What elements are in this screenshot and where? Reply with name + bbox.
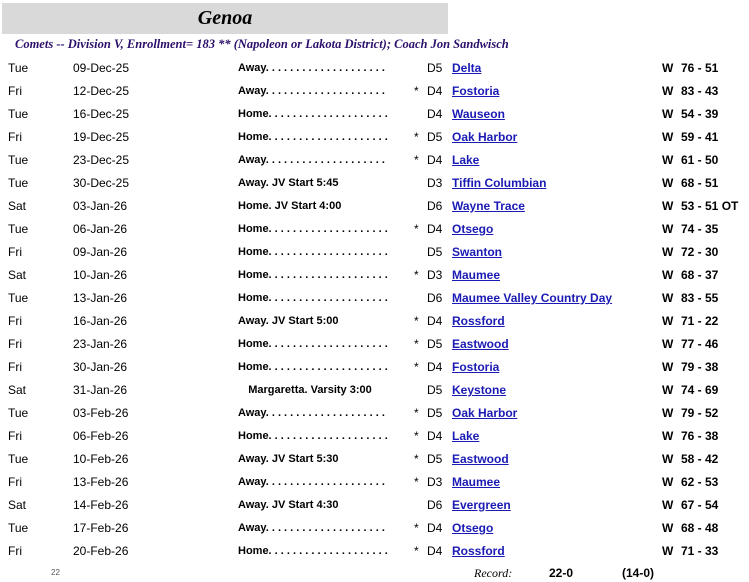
opponent-link[interactable]: Fostoria bbox=[452, 360, 500, 374]
game-location: Away. . . . . . . . . . . . . . . . . . . . bbox=[238, 476, 385, 488]
game-date: 03-Feb-26 bbox=[73, 406, 129, 420]
game-location: Away. . . . . . . . . . . . . . . . . . . . bbox=[238, 407, 385, 419]
opponent-division: D6 bbox=[427, 498, 443, 512]
game-row bbox=[0, 172, 749, 195]
game-result: W bbox=[662, 498, 674, 512]
game-date: 30-Jan-26 bbox=[73, 360, 128, 374]
opponent-link[interactable]: Otsego bbox=[452, 521, 494, 535]
game-result: W bbox=[662, 107, 674, 121]
opponent-link[interactable]: Maumee Valley Country Day bbox=[452, 291, 613, 305]
opponent-link[interactable]: Evergreen bbox=[452, 498, 511, 512]
game-result: W bbox=[662, 268, 674, 282]
game-day: Fri bbox=[8, 429, 22, 443]
opponent-division: D4 bbox=[427, 544, 443, 558]
opponent-division: D4 bbox=[427, 521, 443, 535]
opponent-link[interactable]: Wayne Trace bbox=[452, 199, 525, 213]
game-row bbox=[0, 517, 749, 540]
conference-record: (14-0) bbox=[622, 566, 655, 580]
game-date: 06-Feb-26 bbox=[73, 429, 129, 443]
game-score: 58 - 42 bbox=[681, 452, 719, 466]
opponent-division: D5 bbox=[427, 130, 443, 144]
game-row bbox=[0, 126, 749, 149]
game-score: 54 - 39 bbox=[681, 107, 719, 121]
game-row bbox=[0, 540, 749, 563]
game-day: Tue bbox=[8, 452, 29, 466]
game-score: 61 - 50 bbox=[681, 153, 719, 167]
game-day: Tue bbox=[8, 153, 29, 167]
opponent-division: D4 bbox=[427, 222, 443, 236]
game-location: Margaretta. Varsity 3:00 bbox=[248, 384, 372, 396]
league-game-marker: * bbox=[414, 406, 419, 420]
game-day: Sat bbox=[8, 268, 27, 282]
game-day: Fri bbox=[8, 84, 22, 98]
game-location: Away. JV Start 4:30 bbox=[238, 499, 339, 511]
game-day: Sat bbox=[8, 383, 27, 397]
game-date: 09-Jan-26 bbox=[73, 245, 128, 259]
game-location: Away. . . . . . . . . . . . . . . . . . . . bbox=[238, 522, 385, 534]
game-row bbox=[0, 425, 749, 448]
opponent-link[interactable]: Lake bbox=[452, 429, 480, 443]
game-date: 17-Feb-26 bbox=[73, 521, 129, 535]
game-date: 23-Dec-25 bbox=[73, 153, 130, 167]
game-row bbox=[0, 57, 749, 80]
game-result: W bbox=[662, 544, 674, 558]
league-game-marker: * bbox=[414, 429, 419, 443]
opponent-division: D5 bbox=[427, 61, 443, 75]
opponent-division: D3 bbox=[427, 268, 443, 282]
game-date: 23-Jan-26 bbox=[73, 337, 128, 351]
game-date: 16-Jan-26 bbox=[73, 314, 128, 328]
opponent-link[interactable]: Delta bbox=[452, 61, 482, 75]
team-info: Comets -- Division V, Enrollment= 183 ** (Napoleon or Lakota District); Coach Jon Sandwisch bbox=[15, 37, 509, 51]
game-location: Home. JV Start 4:00 bbox=[238, 200, 342, 212]
opponent-link[interactable]: Rossford bbox=[452, 314, 505, 328]
game-location: Home. . . . . . . . . . . . . . . . . . . . bbox=[238, 292, 388, 304]
game-day: Fri bbox=[8, 475, 22, 489]
game-location: Home. . . . . . . . . . . . . . . . . . . . bbox=[238, 361, 388, 373]
game-score: 68 - 48 bbox=[681, 521, 719, 535]
league-game-marker: * bbox=[414, 222, 419, 236]
game-date: 31-Jan-26 bbox=[73, 383, 128, 397]
record-footer bbox=[0, 565, 749, 582]
opponent-division: D5 bbox=[427, 452, 443, 466]
game-date: 10-Feb-26 bbox=[73, 452, 129, 466]
league-game-marker: * bbox=[414, 268, 419, 282]
opponent-division: D4 bbox=[427, 107, 443, 121]
league-game-marker: * bbox=[414, 337, 419, 351]
game-row bbox=[0, 264, 749, 287]
opponent-link[interactable]: Tiffin Columbian bbox=[452, 176, 547, 190]
game-location: Home. . . . . . . . . . . . . . . . . . . . bbox=[238, 430, 388, 442]
opponent-link[interactable]: Keystone bbox=[452, 383, 507, 397]
opponent-link[interactable]: Oak Harbor bbox=[452, 130, 518, 144]
game-date: 10-Jan-26 bbox=[73, 268, 128, 282]
game-result: W bbox=[662, 176, 674, 190]
opponent-link[interactable]: Eastwood bbox=[452, 337, 509, 351]
game-row bbox=[0, 149, 749, 172]
opponent-division: D4 bbox=[427, 429, 443, 443]
game-score: 62 - 53 bbox=[681, 475, 719, 489]
game-score: 71 - 33 bbox=[681, 544, 719, 558]
game-score: 74 - 69 bbox=[681, 383, 719, 397]
game-date: 19-Dec-25 bbox=[73, 130, 130, 144]
game-result: W bbox=[662, 475, 674, 489]
game-location: Home. . . . . . . . . . . . . . . . . . . . bbox=[238, 545, 388, 557]
game-date: 13-Jan-26 bbox=[73, 291, 128, 305]
game-result: W bbox=[662, 452, 674, 466]
game-result: W bbox=[662, 130, 674, 144]
game-row bbox=[0, 287, 749, 310]
game-date: 03-Jan-26 bbox=[73, 199, 128, 213]
opponent-division: D5 bbox=[427, 383, 443, 397]
opponent-link[interactable]: Rossford bbox=[452, 544, 505, 558]
game-date: 09-Dec-25 bbox=[73, 61, 130, 75]
game-row bbox=[0, 195, 749, 218]
league-game-marker: * bbox=[414, 153, 419, 167]
game-result: W bbox=[662, 360, 674, 374]
game-result: W bbox=[662, 84, 674, 98]
opponent-link[interactable]: Swanton bbox=[452, 245, 502, 259]
game-score: 77 - 46 bbox=[681, 337, 719, 351]
game-score: 79 - 52 bbox=[681, 406, 719, 420]
opponent-link[interactable]: Lake bbox=[452, 153, 480, 167]
game-result: W bbox=[662, 406, 674, 420]
game-location: Home. . . . . . . . . . . . . . . . . . . . bbox=[238, 131, 388, 143]
game-day: Fri bbox=[8, 544, 22, 558]
game-row bbox=[0, 402, 749, 425]
opponent-link[interactable]: Otsego bbox=[452, 222, 494, 236]
game-location: Home. . . . . . . . . . . . . . . . . . . . bbox=[238, 338, 388, 350]
opponent-division: D5 bbox=[427, 337, 443, 351]
game-row bbox=[0, 241, 749, 264]
title-banner bbox=[2, 3, 448, 34]
game-result: W bbox=[662, 222, 674, 236]
page-title: Genoa bbox=[197, 7, 253, 29]
game-row bbox=[0, 218, 749, 241]
league-game-marker: * bbox=[414, 452, 419, 466]
league-game-marker: * bbox=[414, 360, 419, 374]
game-location: Away. . . . . . . . . . . . . . . . . . . . bbox=[238, 62, 385, 74]
opponent-division: D3 bbox=[427, 475, 443, 489]
overall-record: 22-0 bbox=[549, 566, 574, 580]
game-result: W bbox=[662, 337, 674, 351]
game-row bbox=[0, 103, 749, 126]
game-result: W bbox=[662, 61, 674, 75]
game-location: Home. . . . . . . . . . . . . . . . . . . . bbox=[238, 269, 388, 281]
game-score: 76 - 38 bbox=[681, 429, 719, 443]
opponent-division: D5 bbox=[427, 245, 443, 259]
game-row bbox=[0, 310, 749, 333]
game-location: Away. JV Start 5:45 bbox=[238, 177, 339, 189]
opponent-division: D3 bbox=[427, 176, 443, 190]
opponent-link[interactable]: Fostoria bbox=[452, 84, 500, 98]
game-location: Home. . . . . . . . . . . . . . . . . . . . bbox=[238, 223, 388, 235]
game-score: 74 - 35 bbox=[681, 222, 719, 236]
game-day: Tue bbox=[8, 61, 29, 75]
game-score: 83 - 43 bbox=[681, 84, 719, 98]
game-result: W bbox=[662, 199, 674, 213]
game-day: Fri bbox=[8, 245, 22, 259]
game-location: Away. . . . . . . . . . . . . . . . . . . . bbox=[238, 85, 385, 97]
game-score: 68 - 51 bbox=[681, 176, 719, 190]
game-result: W bbox=[662, 314, 674, 328]
record-label: Record: bbox=[474, 566, 513, 580]
game-day: Sat bbox=[8, 498, 27, 512]
game-date: 16-Dec-25 bbox=[73, 107, 130, 121]
opponent-link[interactable]: Wauseon bbox=[452, 107, 505, 121]
game-result: W bbox=[662, 429, 674, 443]
game-date: 14-Feb-26 bbox=[73, 498, 129, 512]
game-result: W bbox=[662, 245, 674, 259]
opponent-link[interactable]: Maumee bbox=[452, 268, 501, 282]
game-score: 76 - 51 bbox=[681, 61, 719, 75]
game-row bbox=[0, 494, 749, 517]
league-game-marker: * bbox=[414, 475, 419, 489]
game-row bbox=[0, 333, 749, 356]
game-date: 30-Dec-25 bbox=[73, 176, 130, 190]
game-result: W bbox=[662, 291, 674, 305]
game-score: 53 - 51 OT bbox=[681, 199, 739, 213]
game-score: 79 - 38 bbox=[681, 360, 719, 374]
opponent-link[interactable]: Maumee bbox=[452, 475, 501, 489]
game-row bbox=[0, 471, 749, 494]
game-score: 59 - 41 bbox=[681, 130, 719, 144]
game-location: Away. JV Start 5:30 bbox=[238, 453, 339, 465]
game-row bbox=[0, 356, 749, 379]
game-day: Fri bbox=[8, 130, 22, 144]
game-score: 72 - 30 bbox=[681, 245, 719, 259]
opponent-division: D4 bbox=[427, 84, 443, 98]
game-result: W bbox=[662, 383, 674, 397]
page-number: 22 bbox=[51, 568, 60, 577]
game-row bbox=[0, 448, 749, 471]
game-day: Fri bbox=[8, 337, 22, 351]
game-day: Tue bbox=[8, 291, 29, 305]
game-day: Fri bbox=[8, 314, 22, 328]
opponent-division: D5 bbox=[427, 406, 443, 420]
game-day: Fri bbox=[8, 360, 22, 374]
opponent-link[interactable]: Eastwood bbox=[452, 452, 509, 466]
game-date: 20-Feb-26 bbox=[73, 544, 129, 558]
game-day: Tue bbox=[8, 521, 29, 535]
opponent-division: D4 bbox=[427, 314, 443, 328]
game-date: 12-Dec-25 bbox=[73, 84, 130, 98]
opponent-division: D6 bbox=[427, 199, 443, 213]
league-game-marker: * bbox=[414, 130, 419, 144]
league-game-marker: * bbox=[414, 314, 419, 328]
game-location: Away. JV Start 5:00 bbox=[238, 315, 339, 327]
game-day: Tue bbox=[8, 406, 29, 420]
game-location: Home. . . . . . . . . . . . . . . . . . . . bbox=[238, 246, 388, 258]
game-day: Tue bbox=[8, 107, 29, 121]
opponent-division: D4 bbox=[427, 360, 443, 374]
league-game-marker: * bbox=[414, 521, 419, 535]
game-score: 68 - 37 bbox=[681, 268, 719, 282]
game-location: Away. . . . . . . . . . . . . . . . . . . . bbox=[238, 154, 385, 166]
game-day: Sat bbox=[8, 199, 27, 213]
game-day: Tue bbox=[8, 222, 29, 236]
game-score: 71 - 22 bbox=[681, 314, 719, 328]
game-result: W bbox=[662, 153, 674, 167]
opponent-division: D6 bbox=[427, 291, 443, 305]
opponent-link[interactable]: Oak Harbor bbox=[452, 406, 518, 420]
game-row bbox=[0, 379, 749, 402]
game-day: Tue bbox=[8, 176, 29, 190]
game-location: Home. . . . . . . . . . . . . . . . . . . . bbox=[238, 108, 388, 120]
game-result: W bbox=[662, 521, 674, 535]
game-score: 83 - 55 bbox=[681, 291, 719, 305]
league-game-marker: * bbox=[414, 544, 419, 558]
opponent-division: D4 bbox=[427, 153, 443, 167]
league-game-marker: * bbox=[414, 84, 419, 98]
game-row bbox=[0, 80, 749, 103]
game-date: 06-Jan-26 bbox=[73, 222, 128, 236]
game-date: 13-Feb-26 bbox=[73, 475, 129, 489]
game-score: 67 - 54 bbox=[681, 498, 719, 512]
